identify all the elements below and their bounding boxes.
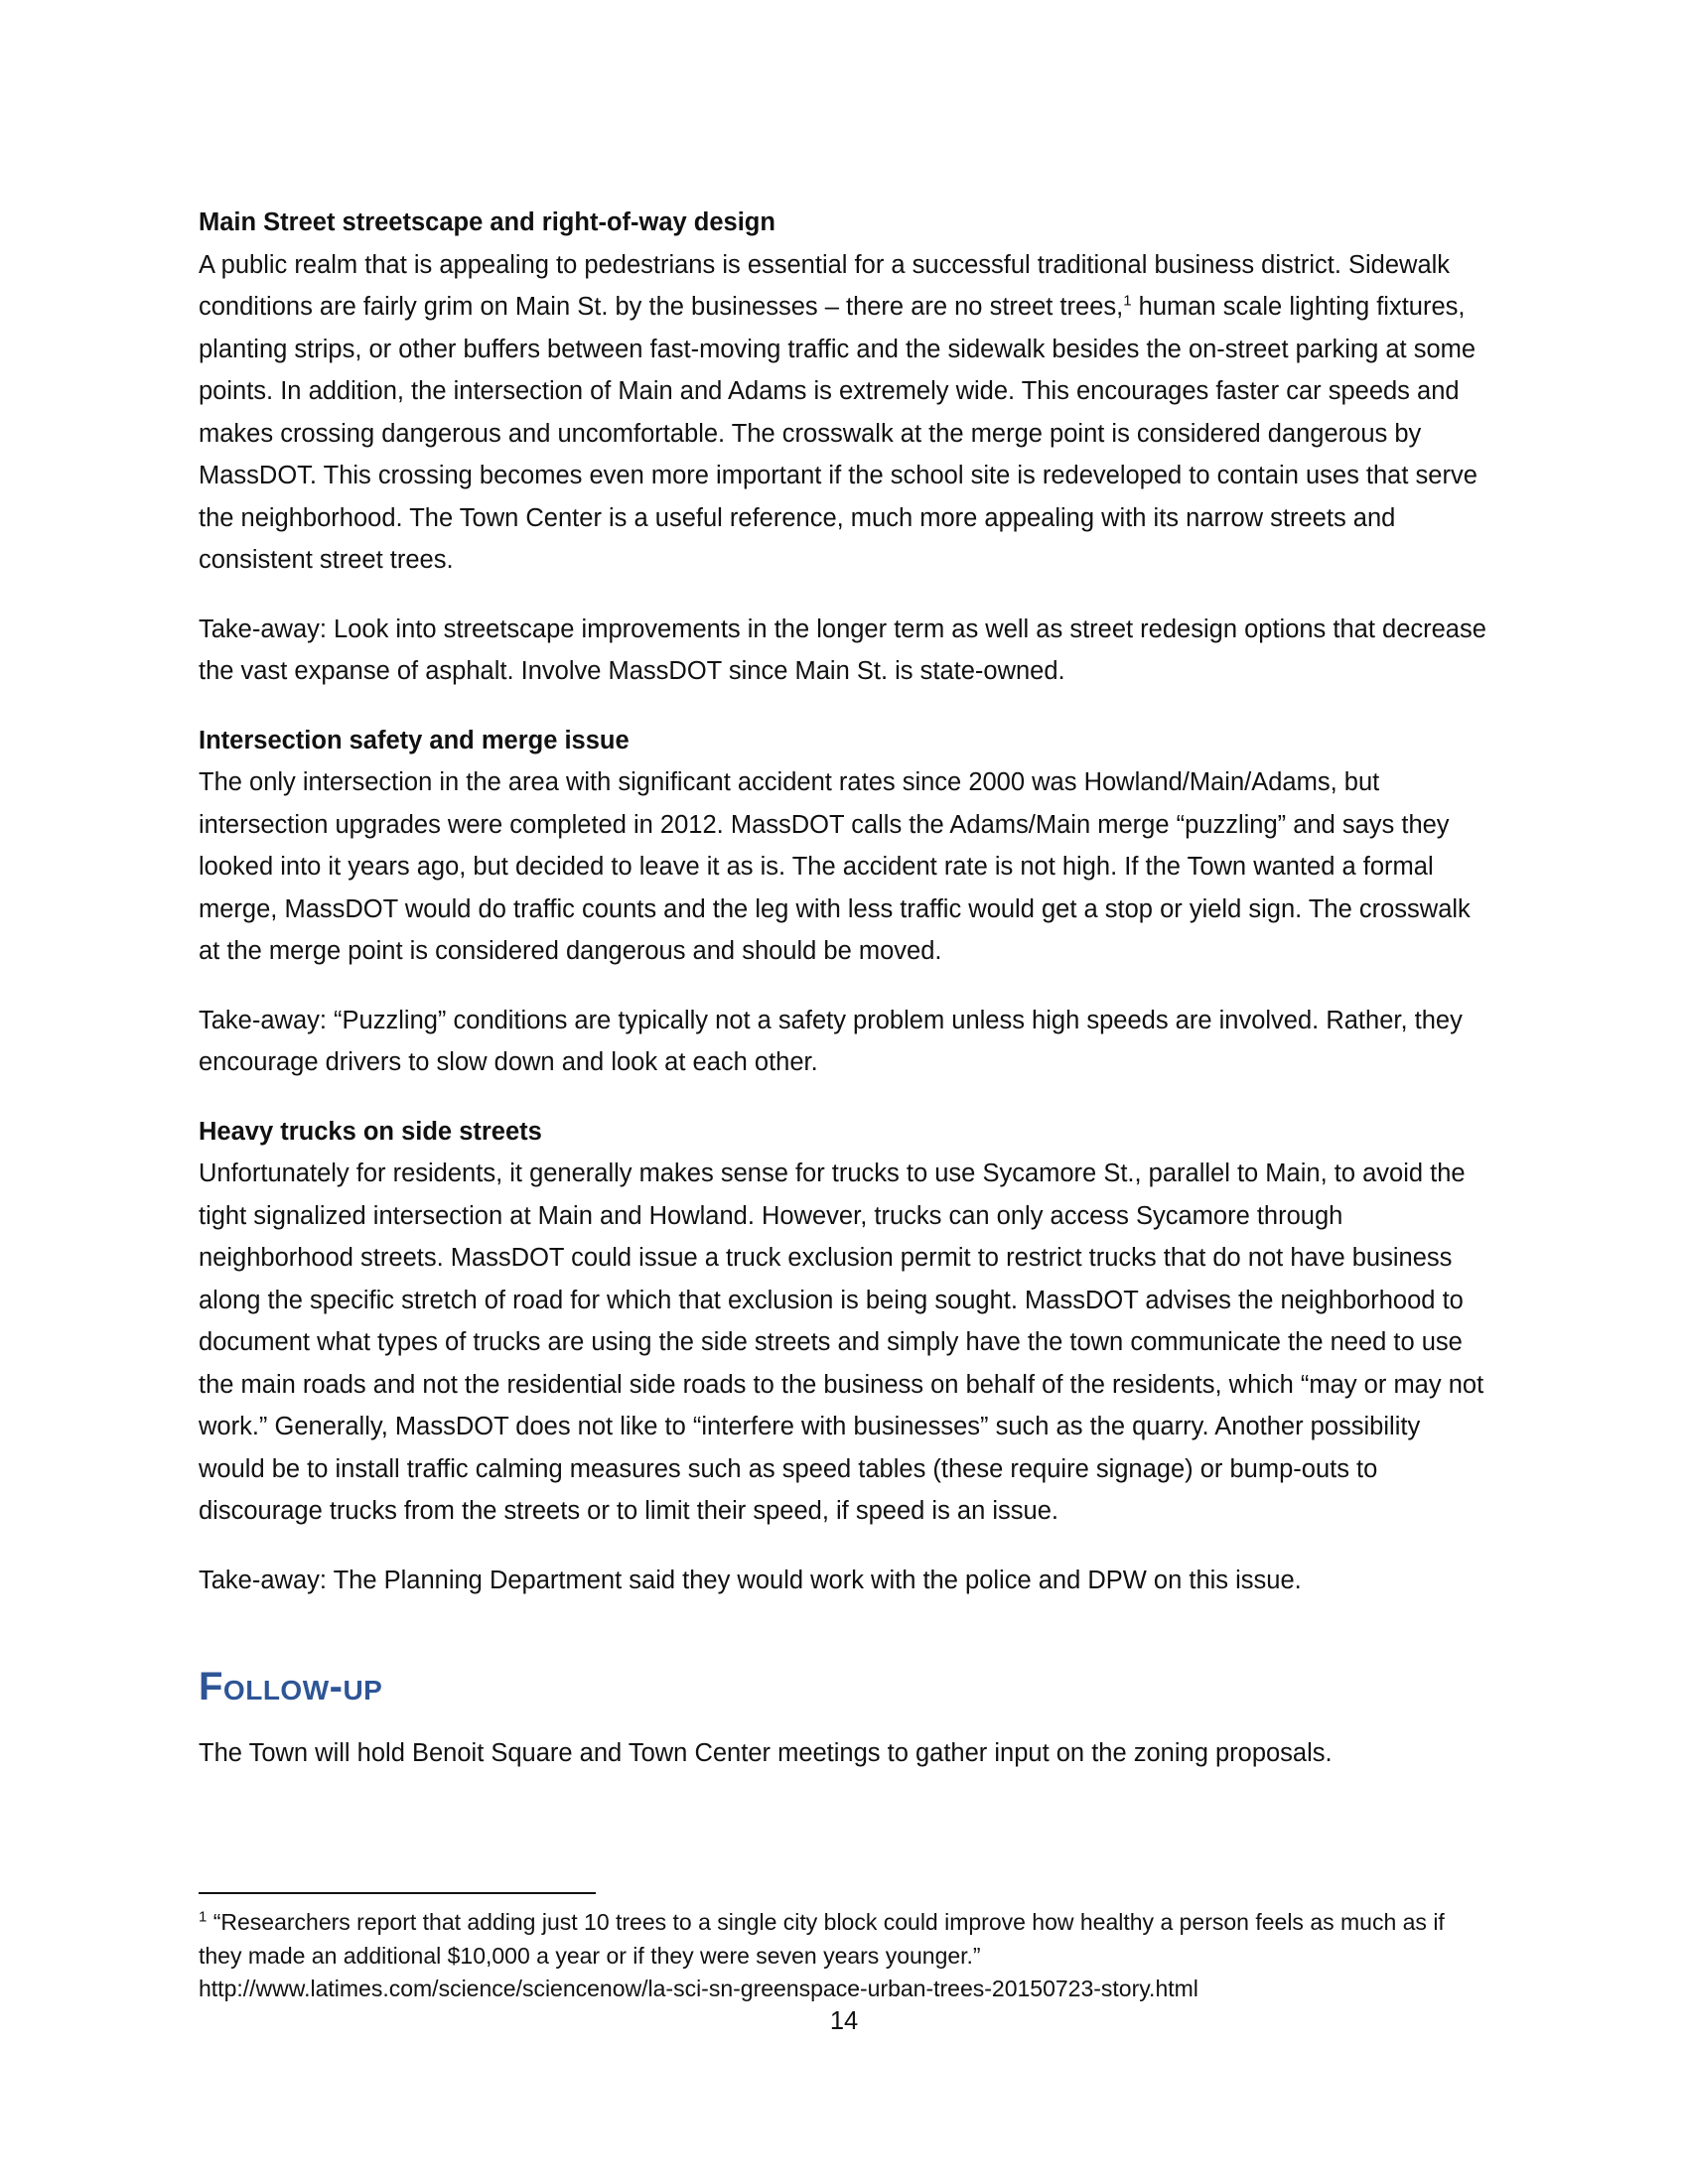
follow-up-body: The Town will hold Benoit Square and Town Center meetings to gather input on the zoning proposals.: [199, 1739, 1333, 1767]
section-heading-intersection-safety: Intersection safety and merge issue: [199, 726, 630, 754]
section-body-main-street: [199, 244, 1489, 582]
footnote-quote: “Researchers report that adding just 10 trees to a single city block could improve how healthy a person feels as much as if they made an additional $10,000 a year or if they were seven years younger.”: [199, 1909, 1445, 1969]
footnote-text: [199, 1906, 1489, 1973]
follow-up-title: Follow-up: [199, 1665, 383, 1708]
takeaway-intersection-safety: Take-away: “Puzzling” conditions are typically not a safety problem unless high speeds are involved. Rather, they encourage drivers to slow down and look at each other.: [199, 1006, 1463, 1076]
body-text: human scale lighting fixtures, planting strips, or other buffers between fast-moving traffic and the sidewalk besides the on-street parking at some points. In addition, the intersection of Main and Adams is extremely wide. This encourages faster car speeds and makes crossing dangerous and uncomfortable. The crosswalk at the merge point is considered dangerous by MassDOT. This crossing becomes even more important if the school site is redeveloped to contain uses that serve the neighborhood. The Town Center is a useful reference, much more appealing with its narrow streets and consistent street trees.: [199, 293, 1477, 574]
section-body-heavy-trucks: Unfortunately for residents, it generally makes sense for trucks to use Sycamore St., parallel to Main, to avoid the tight signalized intersection at Main and Howland. However, trucks can only access Sycamore through neighborhood streets. MassDOT could issue a truck exclusion permit to restrict trucks that do not have business along the specific stretch of road for which that exclusion is being sought. MassDOT advises the neighborhood to document what types of trucks are using the side streets and simply have the town communicate the need to use the main roads and not the residential side roads to the business on behalf of the residents, which “may or may not work.” Generally, MassDOT does not like to “interfere with businesses” such as the quarry. Another possibility would be to install traffic calming measures such as speed tables (these require signage) or bump-outs to discourage trucks from the streets or to limit their speed, if speed is an issue.: [199, 1160, 1484, 1525]
takeaway-heavy-trucks: Take-away: The Planning Department said they would work with the police and DPW on this issue.: [199, 1566, 1302, 1594]
footnote: [199, 1906, 1489, 2006]
footnote-url[interactable]: http://www.latimes.com/science/sciencenow/la-sci-sn-greenspace-urban-trees-20150723-story.html: [199, 1976, 1198, 2001]
page-number: 14: [829, 2007, 859, 2035]
page-body: [199, 202, 1489, 1775]
section-heading-main-street: Main Street streetscape and right-of-way design: [199, 208, 775, 236]
takeaway-main-street: Take-away: Look into streetscape improvements in the longer term as well as street redesign options that decrease the vast expanse of asphalt. Involve MassDOT since Main St. is state-owned.: [199, 614, 1486, 685]
footnote-reference[interactable]: 1: [1123, 292, 1132, 310]
body-text: A public realm that is appealing to pedestrians is essential for a successful traditional business district. Sidewalk conditions are fairly grim on Main St. by the businesses – there are no street trees,: [199, 250, 1451, 321]
footnote-marker: 1: [199, 1908, 208, 1926]
section-heading-heavy-trucks: Heavy trucks on side streets: [199, 1117, 542, 1146]
section-body-intersection-safety: The only intersection in the area with significant accident rates since 2000 was Howland/Main/Adams, but intersection upgrades were completed in 2012. MassDOT calls the Adams/Main merge “puzzling” and says they looked into it years ago, but decided to leave it as is. The accident rate is not high. If the Town wanted a formal merge, MassDOT would do traffic counts and the leg with less traffic would get a stop or yield sign. The crosswalk at the merge point is considered dangerous and should be moved.: [199, 768, 1471, 965]
footnote-separator: [199, 1892, 596, 1894]
